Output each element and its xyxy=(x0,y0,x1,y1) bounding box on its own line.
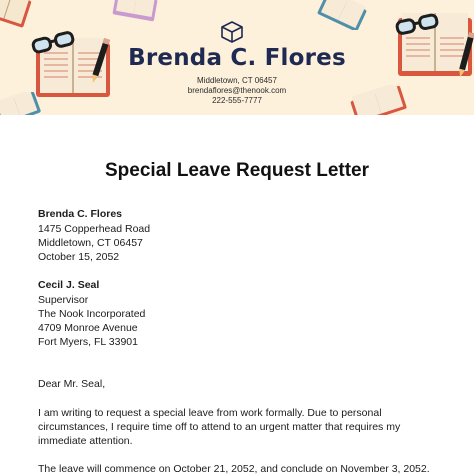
body-line: The leave will commence on October 21, 2052, and conclude on November 3, 2052. xyxy=(38,463,430,475)
body-line: immediate attention. xyxy=(38,435,133,447)
salutation: Dear Mr. Seal, xyxy=(38,378,106,390)
open-book-icon xyxy=(316,0,368,30)
sender-street: 1475 Copperhead Road xyxy=(38,223,151,235)
letterhead-name: Brenda C. Flores xyxy=(128,45,346,71)
recipient-role: Supervisor xyxy=(38,294,89,306)
open-book-icon xyxy=(110,0,160,22)
sender-city: Middletown, CT 06457 xyxy=(38,237,143,249)
body-line: circumstances, I require time off to attend to an urgent matter that requires my xyxy=(38,421,401,433)
logo-icon xyxy=(219,20,245,44)
letterhead xyxy=(0,0,474,115)
sender-name: Brenda C. Flores xyxy=(38,208,123,220)
letterhead-address: Middletown, CT 06457 xyxy=(197,76,277,85)
recipient-company: The Nook Incorporated xyxy=(38,308,146,320)
recipient-name: Cecil J. Seal xyxy=(38,279,100,291)
letter-date: October 15, 2052 xyxy=(38,251,120,263)
body-line: I am writing to request a special leave from work formally. Due to personal xyxy=(38,407,382,419)
glasses-icon xyxy=(394,10,442,38)
open-book-icon xyxy=(0,0,32,32)
letter-title: Special Leave Request Letter xyxy=(105,160,369,181)
recipient-street: 4709 Monroe Avenue xyxy=(38,322,138,334)
recipient-city: Fort Myers, FL 33901 xyxy=(38,336,138,348)
letterhead-phone: 222-555-7777 xyxy=(212,96,262,105)
letterhead-email: brendaflores@thenook.com xyxy=(187,86,287,95)
